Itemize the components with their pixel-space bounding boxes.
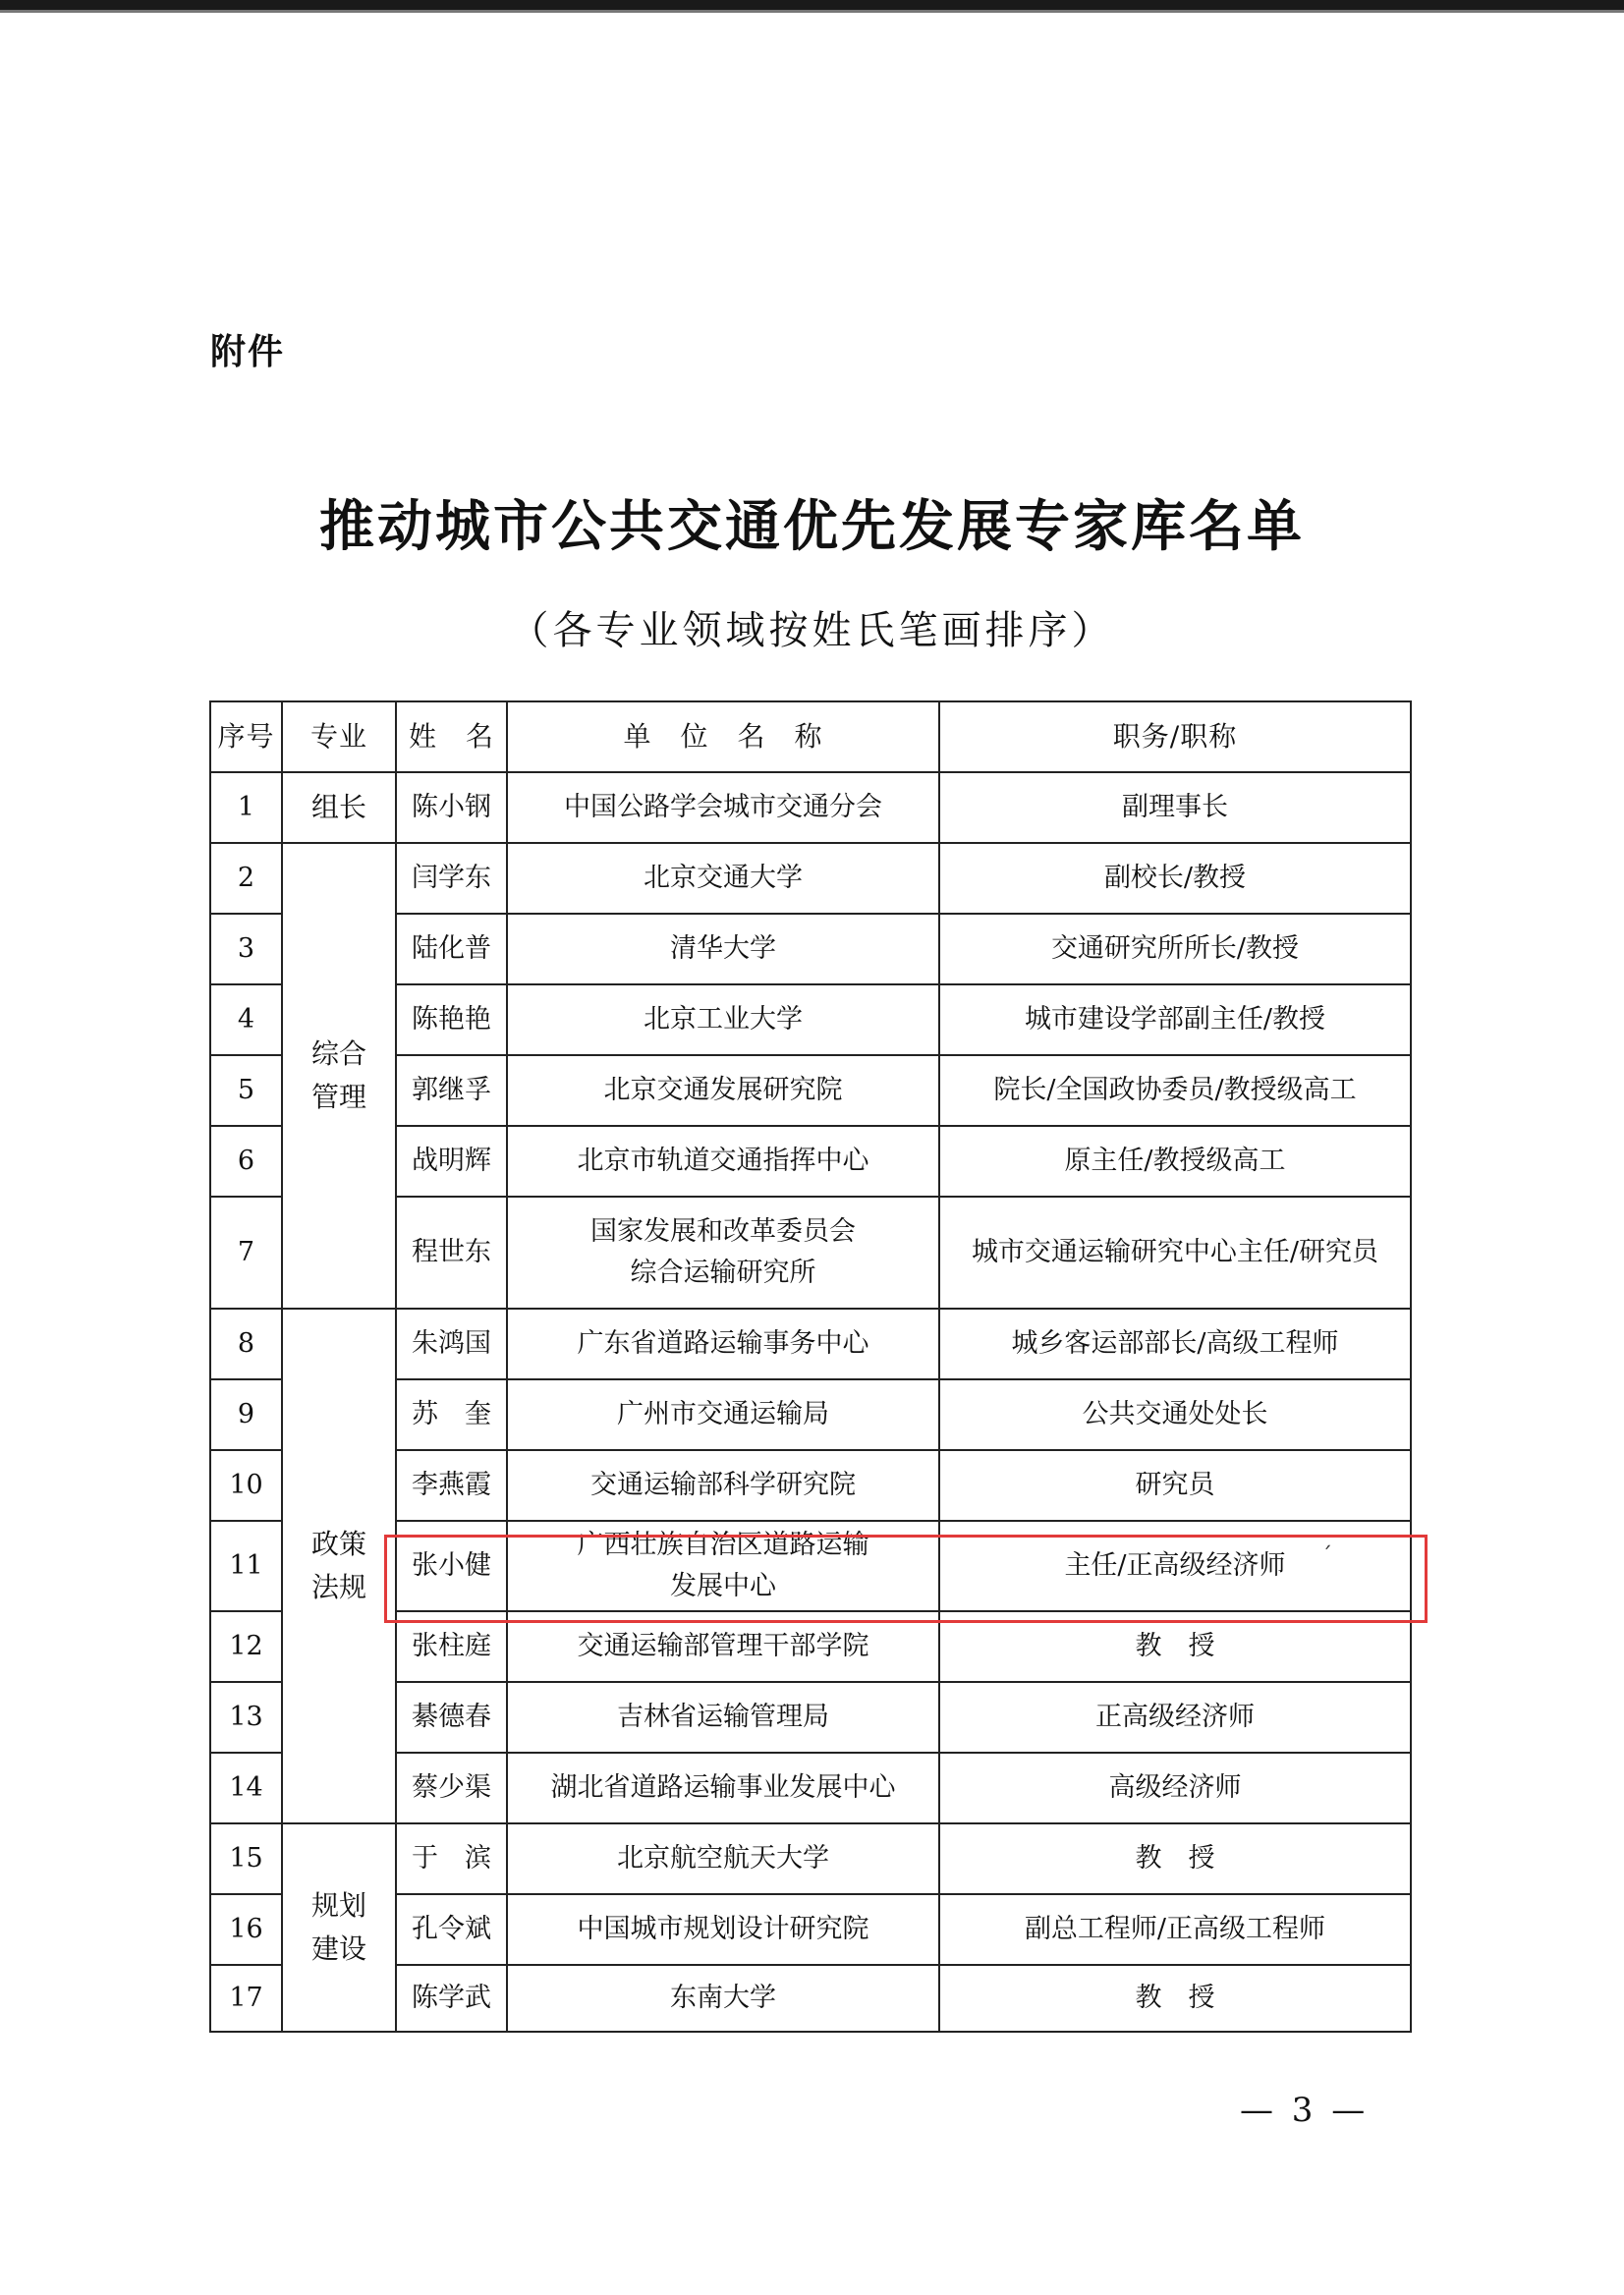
document-subtitle: （各专业领域按姓氏笔画排序）: [509, 608, 1115, 653]
row-number: 6: [210, 1126, 282, 1197]
row-number: 1: [210, 772, 282, 843]
position-title: 副总工程师/正高级工程师: [939, 1894, 1411, 1965]
position-title: 院长/全国政协委员/教授级高工: [939, 1055, 1411, 1126]
expert-name: 于 滨: [396, 1823, 507, 1894]
organization: 清华大学: [507, 914, 939, 984]
field-cell: 政策法规: [282, 1309, 396, 1823]
position-title: 研究员: [939, 1450, 1411, 1521]
document-title: 推动城市公共交通优先发展专家库名单: [319, 495, 1305, 559]
organization: 中国公路学会城市交通分会: [507, 772, 939, 843]
row-number: 7: [210, 1197, 282, 1309]
expert-name: 陈艳艳: [396, 984, 507, 1055]
organization: 湖北省道路运输事业发展中心: [507, 1753, 939, 1823]
stray-pen-mark: ˊ: [1321, 1544, 1332, 1569]
organization: 广东省道路运输事务中心: [507, 1309, 939, 1379]
attachment-label: 附件: [210, 332, 286, 372]
expert-name: 陆化普: [396, 914, 507, 984]
organization: 广州市交通运输局: [507, 1379, 939, 1450]
expert-name: 陈小钢: [396, 772, 507, 843]
organization: 北京工业大学: [507, 984, 939, 1055]
row-number: 4: [210, 984, 282, 1055]
expert-roster-table: [209, 700, 1412, 2033]
organization: 吉林省运输管理局: [507, 1682, 939, 1753]
expert-name: 陈学武: [396, 1965, 507, 2032]
row-number: 13: [210, 1682, 282, 1753]
position-title: 交通研究所所长/教授: [939, 914, 1411, 984]
field-cell: 综合管理: [282, 843, 396, 1309]
expert-name: 李燕霞: [396, 1450, 507, 1521]
highlight-box: [384, 1535, 1428, 1623]
organization: 交通运输部管理干部学院: [507, 1611, 939, 1682]
field-cell: 规划建设: [282, 1823, 396, 2032]
organization: 国家发展和改革委员会 综合运输研究所: [507, 1197, 939, 1309]
header-position: 职务/职称: [939, 701, 1411, 772]
table-row: [210, 1823, 1411, 1894]
table-row: [210, 843, 1411, 914]
position-title: 教 授: [939, 1823, 1411, 1894]
position-title: 城市交通运输研究中心主任/研究员: [939, 1197, 1411, 1309]
expert-name: 战明辉: [396, 1126, 507, 1197]
row-number: 5: [210, 1055, 282, 1126]
position-title: 教 授: [939, 1611, 1411, 1682]
page-number: — 3 —: [1240, 2091, 1370, 2130]
position-title: 教 授: [939, 1965, 1411, 2032]
expert-name: 闫学东: [396, 843, 507, 914]
expert-name: 程世东: [396, 1197, 507, 1309]
organization: 交通运输部科学研究院: [507, 1450, 939, 1521]
organization: 北京交通发展研究院: [507, 1055, 939, 1126]
expert-name: 郭继孚: [396, 1055, 507, 1126]
row-number: 8: [210, 1309, 282, 1379]
position-title: 副校长/教授: [939, 843, 1411, 914]
expert-name: 綦德春: [396, 1682, 507, 1753]
header-organization: 单 位 名 称: [507, 701, 939, 772]
expert-name: 朱鸿国: [396, 1309, 507, 1379]
scan-top-edge-shadow: [0, 10, 1624, 13]
position-title: 公共交通处处长: [939, 1379, 1411, 1450]
row-number: 16: [210, 1894, 282, 1965]
expert-name: 张小健: [396, 1521, 507, 1611]
position-title: 主任/正高级经济师: [939, 1521, 1411, 1611]
position-title: 高级经济师: [939, 1753, 1411, 1823]
row-number: 10: [210, 1450, 282, 1521]
organization: 中国城市规划设计研究院: [507, 1894, 939, 1965]
organization: 北京市轨道交通指挥中心: [507, 1126, 939, 1197]
position-title: 原主任/教授级高工: [939, 1126, 1411, 1197]
organization: 北京航空航天大学: [507, 1823, 939, 1894]
position-title: 城乡客运部部长/高级工程师: [939, 1309, 1411, 1379]
organization: 东南大学: [507, 1965, 939, 2032]
row-number: 2: [210, 843, 282, 914]
table-row: [210, 1309, 1411, 1379]
position-title: 正高级经济师: [939, 1682, 1411, 1753]
header-no: 序号: [210, 701, 282, 772]
row-number: 3: [210, 914, 282, 984]
scan-top-edge: [0, 0, 1624, 10]
organization: 广西壮族自治区道路运输 发展中心: [507, 1521, 939, 1611]
header-name: 姓 名: [396, 701, 507, 772]
table-body: [210, 772, 1411, 2032]
row-number: 14: [210, 1753, 282, 1823]
position-title: 副理事长: [939, 772, 1411, 843]
field-cell: 组长: [282, 772, 396, 843]
row-number: 9: [210, 1379, 282, 1450]
expert-name: 蔡少渠: [396, 1753, 507, 1823]
organization: 北京交通大学: [507, 843, 939, 914]
expert-name: 张柱庭: [396, 1611, 507, 1682]
table-header-row: [210, 701, 1411, 772]
row-number: 17: [210, 1965, 282, 2032]
header-field: 专业: [282, 701, 396, 772]
expert-name: 孔令斌: [396, 1894, 507, 1965]
table-row: [210, 772, 1411, 843]
expert-name: 苏 奎: [396, 1379, 507, 1450]
row-number: 11: [210, 1521, 282, 1611]
row-number: 12: [210, 1611, 282, 1682]
row-number: 15: [210, 1823, 282, 1894]
position-title: 城市建设学部副主任/教授: [939, 984, 1411, 1055]
